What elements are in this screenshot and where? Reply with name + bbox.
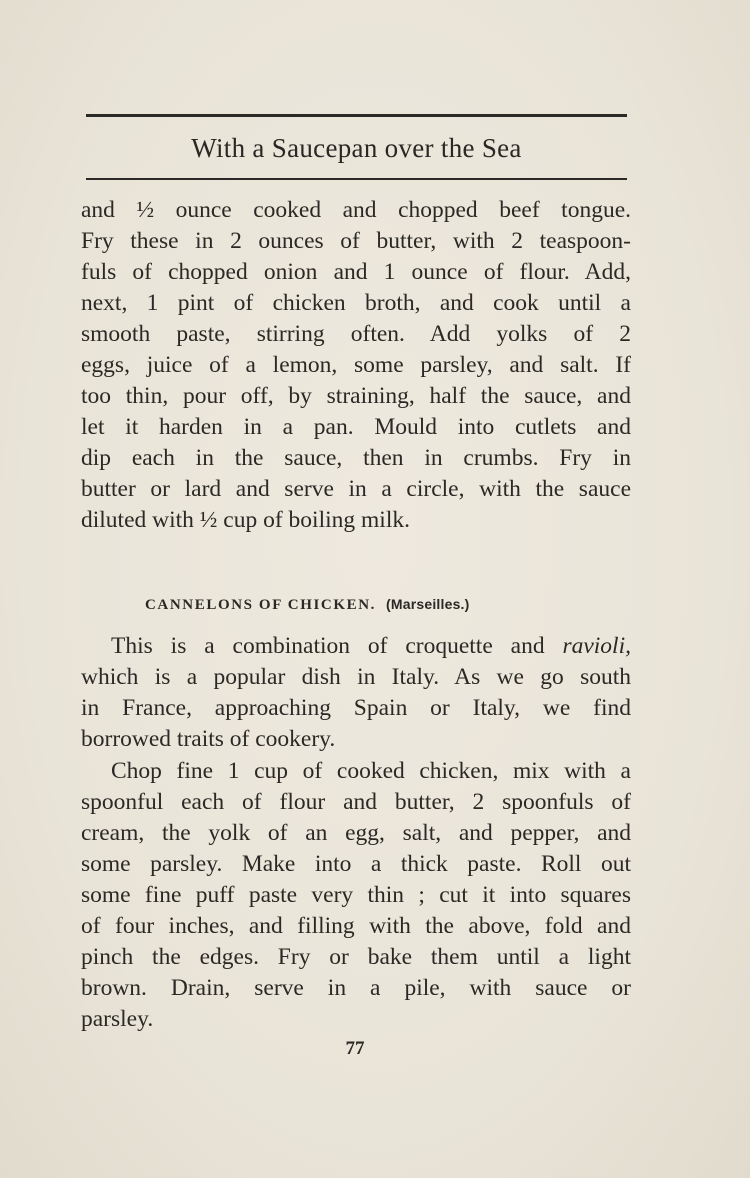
text-line: which is a popular dish in Italy. As we go south — [81, 664, 631, 690]
text-line: next, 1 pint of chicken broth, and cook until a — [81, 290, 631, 316]
text-line: of four inches, and filling with the above, fold and — [81, 913, 631, 939]
text-line: spoonful each of flour and butter, 2 spoonfuls of — [81, 789, 631, 815]
text-line: and ½ ounce cooked and chopped beef tongue. — [81, 197, 631, 223]
intro-paragraph — [81, 631, 631, 755]
text-line: pinch the edges. Fry or bake them until a light — [81, 944, 631, 970]
text-line: brown. Drain, serve in a pile, with sauce or — [81, 975, 631, 1001]
text-line: butter or lard and serve in a circle, with the sauce — [81, 476, 631, 502]
text-line: let it harden in a pan. Mould into cutlets and — [81, 414, 631, 440]
text-line: too thin, pour off, by straining, half the sauce, and — [81, 383, 631, 409]
italic-term: ravioli, — [562, 633, 631, 659]
header-rule-bottom — [86, 178, 627, 180]
text-line: Fry these in 2 ounces of butter, with 2 teaspoon- — [81, 228, 631, 254]
text-line: dip each in the sauce, then in crumbs. Fry in — [81, 445, 631, 471]
text-line: parsley. — [81, 1006, 154, 1032]
header-rule-top — [86, 114, 627, 117]
recipe-continuation-paragraph — [81, 195, 631, 536]
page-number: 77 — [345, 1038, 365, 1059]
running-head: With a Saucepan over the Sea — [191, 133, 522, 163]
recipe-heading — [145, 596, 470, 614]
text-line: in France, approaching Spain or Italy, we find — [81, 695, 631, 721]
text-line: some parsley. Make into a thick paste. Roll out — [81, 851, 631, 877]
text-line: some fine puff paste very thin ; cut it into squares — [81, 882, 631, 908]
text-line: smooth paste, stirring often. Add yolks of 2 — [81, 321, 631, 347]
recipe-title: CANNELONS OF CHICKEN. — [145, 597, 376, 613]
text-line: diluted with ½ cup of boiling milk. — [81, 507, 410, 533]
text-line: Chop fine 1 cup of cooked chicken, mix with a — [111, 758, 631, 784]
recipe-location: (Marseilles.) — [385, 596, 470, 612]
text-line: fuls of chopped onion and 1 ounce of flour. Add, — [81, 259, 631, 285]
text-line: borrowed traits of cookery. — [81, 726, 336, 752]
method-paragraph — [81, 756, 631, 1035]
text-line: cream, the yolk of an egg, salt, and pepper, and — [81, 820, 631, 846]
text-line: eggs, juice of a lemon, some parsley, and salt. If — [81, 352, 631, 378]
text-run: This is a combination of croquette and — [111, 633, 563, 659]
text-line — [81, 631, 631, 662]
